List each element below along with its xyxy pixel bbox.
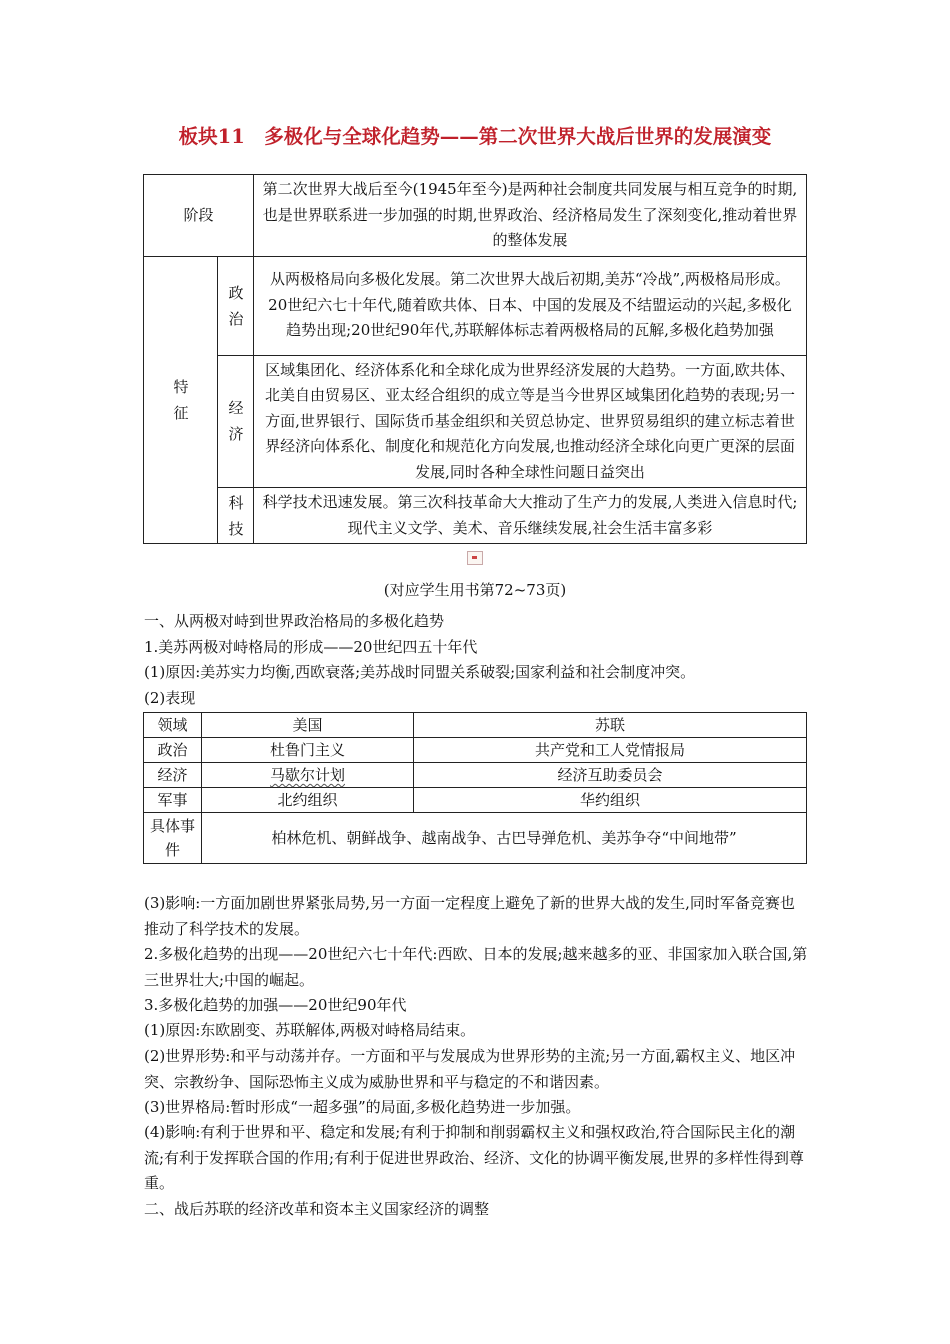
politics-label-cell [218,256,254,355]
s1-2: 2.多极化趋势的出现——20世纪六七十年代:西欧、日本的发展;越来越多的亚、非国家加入联合国,第三世界壮大;中国的崛起。 [144,945,808,989]
book-page-reference: (对应学生用书第72~73页) [383,581,567,599]
s1-1-cause: (1)原因:美苏实力均衡,西欧衰落;美苏战时同盟关系破裂;国家利益和社会制度冲突。 [144,663,696,681]
table-row [144,256,807,355]
tech-label: 科技 [228,493,244,538]
table-row [144,175,807,257]
ussr-military: 华约组织 [414,788,807,813]
section2-heading: 二、战后苏联的经济改革和资本主义国家经济的调整 [144,1200,490,1218]
field-politics: 政治 [144,738,202,763]
table-row [144,788,807,813]
ussr-economy: 经济互助委员会 [414,763,807,788]
table-row [144,713,807,738]
usa-economy: 马歇尔计划 [202,763,414,788]
table-row [144,355,807,488]
features-label: 特征 [173,377,189,422]
events-text: 柏林危机、朝鲜战争、越南战争、古巴导弹危机、美苏争夺“中间地带” [202,813,807,864]
economy-label-cell [218,355,254,488]
field-events: 具体事件 [144,813,202,864]
s1-1-performance: (2)表现 [144,689,196,707]
economy-label: 经济 [228,399,244,444]
tech-text: 科学技术迅速发展。第三次科技革命大大推动了生产力的发展,人类进入信息时代;现代主义文学、美术、音乐继续发展,社会生活丰富多彩 [254,488,807,544]
overview-table [143,174,807,544]
economy-text: 区域集团化、经济体系化和全球化成为世界经济发展的大趋势。一方面,欧共体、北美自由贸易区、亚太经合组织的成立等是当今世界区域集团化趋势的表现;另一方面,世界银行、国际货币基金组织和关贸总协定、世界贸易组织的建立标志着世界经济向体系化、制度化和规范化方向发展,也推动经济全球化向更广更深的层面发展,同时各种全球性问题日益突出 [254,355,807,488]
s1-1-heading: 1.美苏两极对峙格局的形成——20世纪四五十年代 [144,638,478,656]
tech-label-cell [218,488,254,544]
s1-3-cause: (1)原因:东欧剧变、苏联解体,两极对峙格局结束。 [144,1021,476,1039]
politics-text: 从两极格局向多极化发展。第二次世界大战后初期,美苏“冷战”,两极格局形成。20世纪六七十年代,随着欧共体、日本、中国的发展及不结盟运动的兴起,多极化趋势出现;20世纪90年代,苏联解体标志着两极格局的瓦解,多极化趋势加强 [254,256,807,355]
table-row [144,813,807,864]
s1-3-situation: (2)世界形势:和平与动荡并存。一方面和平与发展成为世界形势的主流;另一方面,霸权主义、地区冲突、宗教纷争、国际恐怖主义成为威胁世界和平与稳定的不和谐因素。 [144,1047,796,1091]
s1-3-pattern: (3)世界格局:暂时形成“一超多强”的局面,多极化趋势进一步加强。 [144,1098,581,1116]
table-row [144,488,807,544]
header-ussr: 苏联 [414,713,807,738]
usa-politics: 杜鲁门主义 [202,738,414,763]
header-usa: 美国 [202,713,414,738]
s1-1-impact: (3)影响:一方面加剧世界紧张局势,另一方面一定程度上避免了新的世界大战的发生,同时军备竞赛也推动了科学技术的发展。 [144,894,795,938]
s1-3-heading: 3.多极化趋势的加强——20世纪90年代 [144,996,407,1014]
politics-label: 政治 [228,283,244,328]
stage-label: 阶段 [144,175,254,257]
field-military: 军事 [144,788,202,813]
table-row [144,738,807,763]
features-label-cell [144,256,218,544]
field-economy: 经济 [144,763,202,788]
page-title: 板块11 多极化与全球化趋势——第二次世界大战后世界的发展演变 [178,125,772,148]
ussr-politics: 共产党和工人党情报局 [414,738,807,763]
image-placeholder-icon [467,551,483,565]
usa-military: 北约组织 [202,788,414,813]
table-row [144,763,807,788]
header-field: 领域 [144,713,202,738]
stage-text: 第二次世界大战后至今(1945年至今)是两种社会制度共同发展与相互竞争的时期,也是世界联系进一步加强的时期,世界政治、经济格局发生了深刻变化,推动着世界的整体发展 [254,175,807,257]
s1-3-impact: (4)影响:有利于世界和平、稳定和发展;有利于抑制和削弱霸权主义和强权政治,符合国际民主化的潮流;有利于发挥联合国的作用;有利于促进世界政治、经济、文化的协调平衡发展,世界的多样性得到尊重。 [144,1123,804,1192]
us-ussr-comparison-table [143,712,807,864]
section1-heading: 一、从两极对峙到世界政治格局的多极化趋势 [144,612,445,630]
